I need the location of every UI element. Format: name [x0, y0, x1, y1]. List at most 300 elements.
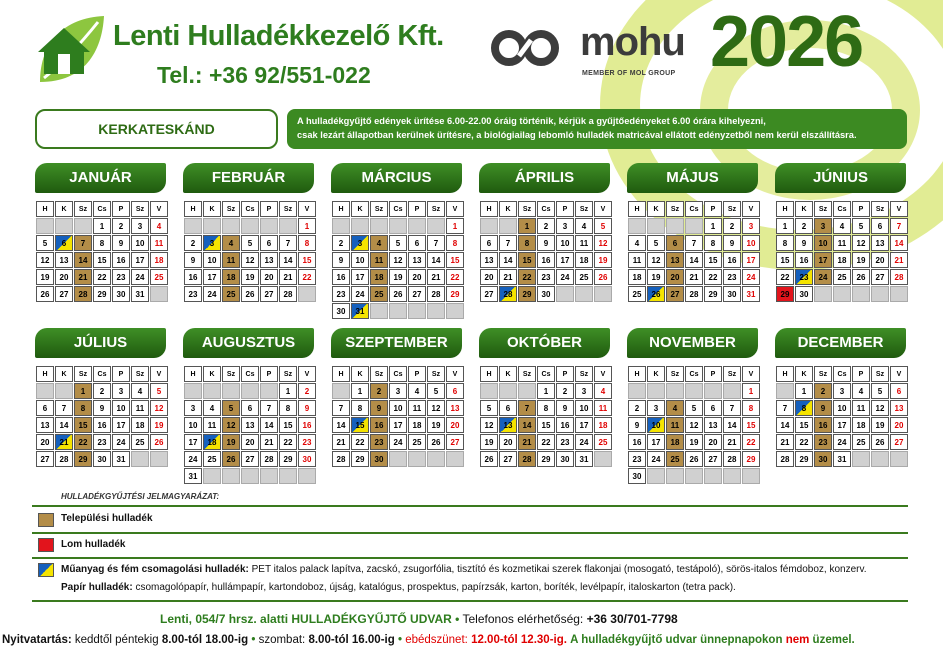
- day-header: Cs: [685, 201, 703, 217]
- day-cell: 16: [814, 417, 832, 433]
- day-cell: 17: [389, 417, 407, 433]
- day-header: K: [351, 201, 369, 217]
- day-cell: 15: [537, 417, 555, 433]
- notice-line-2: csak lezárt állapotban kerülnek ürítésre, a biológiailag lebomló hulladék matricával ellátott edényzetből nem kerül elszállításra.: [297, 130, 857, 140]
- day-cell: 3: [742, 218, 760, 234]
- footer-hours-line: [2, 634, 855, 646]
- day-cell: 18: [852, 417, 870, 433]
- day-cell: 10: [833, 400, 851, 416]
- holiday-text-a: A hulladékgyűjtő udvar ünnepnapokon: [570, 634, 783, 646]
- day-cell: 3: [833, 383, 851, 399]
- day-cell: 4: [222, 235, 240, 251]
- day-cell: 22: [518, 269, 536, 285]
- day-cell: 20: [241, 434, 259, 450]
- day-cell: 7: [332, 400, 350, 416]
- day-empty: [890, 286, 908, 302]
- legend-muanyag-title: Műanyag és fém csomagolási hulladék:: [61, 564, 249, 575]
- day-cell: 23: [332, 286, 350, 302]
- day-cell: 18: [131, 417, 149, 433]
- day-cell: 6: [446, 383, 464, 399]
- day-cell: 15: [351, 417, 369, 433]
- day-cell: 16: [556, 417, 574, 433]
- day-empty: [298, 286, 316, 302]
- footer-bullet: •: [455, 612, 460, 626]
- month-title: MÁRCIUS: [331, 163, 462, 193]
- day-cell: 8: [742, 400, 760, 416]
- day-cell: 21: [332, 434, 350, 450]
- collection-notice: [287, 109, 907, 149]
- day-cell: 18: [833, 252, 851, 268]
- day-header: V: [890, 366, 908, 382]
- day-cell: 12: [389, 252, 407, 268]
- day-cell: 4: [131, 383, 149, 399]
- day-empty: [260, 383, 278, 399]
- day-header: H: [332, 201, 350, 217]
- day-empty: [184, 218, 202, 234]
- day-cell: 27: [408, 286, 426, 302]
- day-cell: 20: [480, 269, 498, 285]
- month-grid: [184, 366, 316, 484]
- day-header: V: [298, 201, 316, 217]
- lunch-time: 12.00-tól 12.30-ig.: [471, 634, 567, 646]
- day-cell: 8: [74, 400, 92, 416]
- day-cell: 4: [666, 400, 684, 416]
- day-cell: 16: [723, 252, 741, 268]
- month-title: AUGUSZTUS: [183, 328, 314, 358]
- month-grid: [36, 366, 168, 467]
- day-cell: 27: [241, 451, 259, 467]
- day-cell: 10: [575, 400, 593, 416]
- day-cell: 4: [852, 383, 870, 399]
- day-cell: 14: [518, 417, 536, 433]
- day-cell: 1: [93, 218, 111, 234]
- day-empty: [389, 451, 407, 467]
- day-cell: 6: [480, 235, 498, 251]
- day-header: Sz: [74, 201, 92, 217]
- day-cell: 25: [203, 451, 221, 467]
- day-header: Sz: [871, 201, 889, 217]
- day-cell: 29: [795, 451, 813, 467]
- day-cell: 22: [74, 434, 92, 450]
- legend-divider: [32, 532, 908, 534]
- day-header: P: [408, 201, 426, 217]
- day-cell: 23: [93, 434, 111, 450]
- hours-weekdays: keddtől péntekig: [74, 634, 159, 646]
- day-cell: 18: [222, 269, 240, 285]
- day-cell: 8: [518, 235, 536, 251]
- legend-swatch-muanyag: [38, 563, 54, 577]
- day-cell: 20: [666, 269, 684, 285]
- day-header: H: [36, 201, 54, 217]
- day-cell: 27: [260, 286, 278, 302]
- day-cell: 2: [370, 383, 388, 399]
- day-cell: 10: [203, 252, 221, 268]
- day-cell: 27: [446, 434, 464, 450]
- day-cell: 5: [647, 235, 665, 251]
- hours-saturday: szombat:: [258, 634, 306, 646]
- day-empty: [890, 451, 908, 467]
- month-12: [775, 328, 906, 464]
- day-cell: 1: [279, 383, 297, 399]
- day-cell: 20: [408, 269, 426, 285]
- day-header: H: [36, 366, 54, 382]
- day-cell: 15: [776, 252, 794, 268]
- day-cell: 26: [241, 286, 259, 302]
- day-cell: 7: [55, 400, 73, 416]
- day-cell: 6: [408, 235, 426, 251]
- legend-papir: [61, 582, 736, 593]
- day-empty: [480, 218, 498, 234]
- day-header: Cs: [537, 201, 555, 217]
- day-header: P: [852, 201, 870, 217]
- day-cell: 28: [279, 286, 297, 302]
- day-cell: 30: [556, 451, 574, 467]
- day-cell: 13: [241, 417, 259, 433]
- day-cell: 21: [776, 434, 794, 450]
- day-cell: 2: [537, 218, 555, 234]
- day-header: H: [184, 366, 202, 382]
- day-cell: 16: [370, 417, 388, 433]
- day-cell: 8: [704, 235, 722, 251]
- day-cell: 6: [241, 400, 259, 416]
- day-empty: [647, 218, 665, 234]
- day-cell: 21: [518, 434, 536, 450]
- day-empty: [871, 286, 889, 302]
- day-header: P: [112, 366, 130, 382]
- day-cell: 20: [871, 252, 889, 268]
- day-header: Sz: [222, 366, 240, 382]
- day-cell: 12: [480, 417, 498, 433]
- day-cell: 19: [685, 434, 703, 450]
- day-cell: 13: [446, 400, 464, 416]
- day-empty: [298, 468, 316, 484]
- day-cell: 28: [685, 286, 703, 302]
- day-cell: 10: [556, 235, 574, 251]
- day-cell: 2: [93, 383, 111, 399]
- day-empty: [184, 383, 202, 399]
- day-cell: 8: [351, 400, 369, 416]
- day-empty: [203, 468, 221, 484]
- day-cell: 22: [351, 434, 369, 450]
- day-cell: 20: [260, 269, 278, 285]
- notice-line-1: A hulladékgyűjtő edények ürítése 6.00-22.00 óráig történik, kérjük a gyűjtőedényeket 6.00 órára kihelyezni,: [297, 116, 766, 126]
- day-empty: [332, 218, 350, 234]
- day-cell: 24: [203, 286, 221, 302]
- day-cell: 23: [537, 269, 555, 285]
- day-cell: 6: [260, 235, 278, 251]
- day-cell: 1: [446, 218, 464, 234]
- day-cell: 2: [723, 218, 741, 234]
- day-cell: 8: [298, 235, 316, 251]
- day-empty: [389, 303, 407, 319]
- day-empty: [446, 451, 464, 467]
- day-cell: 28: [723, 451, 741, 467]
- day-cell: 25: [131, 434, 149, 450]
- month-title: JANUÁR: [35, 163, 166, 193]
- day-header: P: [704, 366, 722, 382]
- day-empty: [408, 218, 426, 234]
- day-cell: 3: [184, 400, 202, 416]
- day-cell: 5: [685, 400, 703, 416]
- day-cell: 5: [241, 235, 259, 251]
- footer-bullet: •: [251, 634, 256, 646]
- day-cell: 5: [389, 235, 407, 251]
- holiday-text-nem: nem: [785, 634, 810, 646]
- month-title: OKTÓBER: [479, 328, 610, 358]
- day-header: Sz: [370, 366, 388, 382]
- month-grid: [628, 366, 760, 484]
- day-cell: 12: [852, 235, 870, 251]
- day-cell: 20: [704, 434, 722, 450]
- month-grid: [628, 201, 760, 302]
- day-cell: 23: [814, 434, 832, 450]
- day-cell: 23: [370, 434, 388, 450]
- day-empty: [704, 468, 722, 484]
- day-cell: 27: [480, 286, 498, 302]
- day-empty: [446, 303, 464, 319]
- day-empty: [594, 451, 612, 467]
- legend-title: HULLADÉKGYŰJTÉSI JELMAGYARÁZAT:: [61, 492, 220, 501]
- day-cell: 26: [150, 434, 168, 450]
- day-cell: 22: [537, 434, 555, 450]
- day-cell: 15: [74, 417, 92, 433]
- day-cell: 24: [833, 434, 851, 450]
- day-cell: 9: [93, 400, 111, 416]
- day-cell: 12: [685, 417, 703, 433]
- day-cell: 7: [890, 218, 908, 234]
- day-cell: 2: [112, 218, 130, 234]
- day-cell: 7: [279, 235, 297, 251]
- day-empty: [518, 383, 536, 399]
- day-header: Sz: [131, 201, 149, 217]
- day-cell: 21: [499, 269, 517, 285]
- day-cell: 22: [279, 434, 297, 450]
- day-header: P: [704, 201, 722, 217]
- month-4: [479, 163, 610, 299]
- day-cell: 6: [55, 235, 73, 251]
- day-cell: 12: [647, 252, 665, 268]
- day-cell: 25: [408, 434, 426, 450]
- day-cell: 9: [298, 400, 316, 416]
- day-header: K: [203, 366, 221, 382]
- day-cell: 9: [184, 252, 202, 268]
- legend-muanyag: [61, 564, 867, 575]
- month-7: [35, 328, 166, 464]
- day-cell: 15: [795, 417, 813, 433]
- day-empty: [685, 383, 703, 399]
- day-empty: [389, 218, 407, 234]
- day-cell: 3: [131, 218, 149, 234]
- day-cell: 16: [628, 434, 646, 450]
- day-cell: 29: [279, 451, 297, 467]
- day-empty: [628, 218, 646, 234]
- day-cell: 11: [408, 400, 426, 416]
- day-cell: 17: [575, 417, 593, 433]
- day-cell: 31: [131, 286, 149, 302]
- day-empty: [222, 383, 240, 399]
- day-header: H: [776, 366, 794, 382]
- day-cell: 4: [594, 383, 612, 399]
- day-cell: 25: [666, 451, 684, 467]
- day-cell: 23: [112, 269, 130, 285]
- day-empty: [427, 218, 445, 234]
- month-grid: [776, 366, 908, 467]
- day-cell: 25: [575, 269, 593, 285]
- day-cell: 24: [814, 269, 832, 285]
- day-cell: 15: [298, 252, 316, 268]
- day-cell: 23: [298, 434, 316, 450]
- day-empty: [594, 286, 612, 302]
- day-cell: 27: [55, 286, 73, 302]
- day-cell: 26: [389, 286, 407, 302]
- year-title: 2026: [710, 2, 863, 82]
- month-grid: [36, 201, 168, 302]
- day-cell: 27: [36, 451, 54, 467]
- day-cell: 3: [814, 218, 832, 234]
- day-cell: 9: [332, 252, 350, 268]
- day-cell: 9: [628, 417, 646, 433]
- day-cell: 11: [370, 252, 388, 268]
- day-header: K: [795, 366, 813, 382]
- day-empty: [814, 286, 832, 302]
- day-cell: 18: [203, 434, 221, 450]
- day-cell: 15: [446, 252, 464, 268]
- day-cell: 23: [795, 269, 813, 285]
- month-1: [35, 163, 166, 299]
- day-header: Sz: [279, 366, 297, 382]
- footer-bullet: •: [397, 634, 402, 646]
- day-cell: 16: [537, 252, 555, 268]
- day-cell: 21: [55, 434, 73, 450]
- month-10: [479, 328, 610, 464]
- day-cell: 10: [814, 235, 832, 251]
- day-header: V: [594, 366, 612, 382]
- day-cell: 17: [351, 269, 369, 285]
- day-empty: [222, 218, 240, 234]
- day-cell: 18: [150, 252, 168, 268]
- legend-divider: [32, 600, 908, 602]
- day-cell: 19: [594, 252, 612, 268]
- day-cell: 8: [776, 235, 794, 251]
- day-cell: 20: [890, 417, 908, 433]
- day-cell: 26: [427, 434, 445, 450]
- day-cell: 30: [112, 286, 130, 302]
- day-cell: 10: [742, 235, 760, 251]
- day-header: Sz: [814, 201, 832, 217]
- day-cell: 7: [518, 400, 536, 416]
- day-cell: 20: [55, 269, 73, 285]
- day-cell: 28: [427, 286, 445, 302]
- day-cell: 16: [298, 417, 316, 433]
- day-cell: 22: [742, 434, 760, 450]
- legend-divider: [32, 557, 908, 559]
- day-cell: 25: [833, 269, 851, 285]
- day-empty: [260, 218, 278, 234]
- day-cell: 5: [427, 383, 445, 399]
- day-empty: [647, 468, 665, 484]
- day-cell: 2: [184, 235, 202, 251]
- day-header: Sz: [666, 201, 684, 217]
- day-cell: 7: [685, 235, 703, 251]
- day-cell: 24: [389, 434, 407, 450]
- hours-label: Nyitvatartás:: [2, 634, 72, 646]
- month-grid: [480, 201, 612, 302]
- day-cell: 6: [871, 218, 889, 234]
- day-cell: 13: [890, 400, 908, 416]
- footer-phone-label: Telefonos elérhetőség:: [462, 612, 584, 626]
- day-cell: 11: [852, 400, 870, 416]
- day-empty: [203, 383, 221, 399]
- day-cell: 3: [575, 383, 593, 399]
- day-cell: 28: [260, 451, 278, 467]
- month-6: [775, 163, 906, 299]
- month-title: NOVEMBER: [627, 328, 758, 358]
- day-cell: 4: [150, 218, 168, 234]
- day-cell: 17: [814, 252, 832, 268]
- day-cell: 19: [480, 434, 498, 450]
- month-title: FEBRUÁR: [183, 163, 314, 193]
- day-cell: 1: [704, 218, 722, 234]
- day-cell: 28: [776, 451, 794, 467]
- day-cell: 17: [647, 434, 665, 450]
- day-cell: 15: [704, 252, 722, 268]
- day-cell: 26: [222, 451, 240, 467]
- day-empty: [776, 383, 794, 399]
- day-header: K: [499, 201, 517, 217]
- day-empty: [408, 451, 426, 467]
- day-cell: 21: [279, 269, 297, 285]
- day-header: Sz: [427, 201, 445, 217]
- day-cell: 11: [628, 252, 646, 268]
- day-cell: 26: [594, 269, 612, 285]
- day-cell: 7: [427, 235, 445, 251]
- day-empty: [499, 383, 517, 399]
- day-empty: [241, 218, 259, 234]
- day-cell: 6: [36, 400, 54, 416]
- day-cell: 8: [537, 400, 555, 416]
- day-cell: 14: [776, 417, 794, 433]
- day-cell: 13: [871, 235, 889, 251]
- day-cell: 31: [184, 468, 202, 484]
- day-cell: 25: [628, 286, 646, 302]
- legend-muanyag-text: PET italos palack lapítva, zacskó, zsugorfólia, tisztító és kozmetikai szerek flakonjai (mosogató, testápoló), sörös-italos fémdoboz, konzerv.: [251, 564, 867, 575]
- day-empty: [666, 383, 684, 399]
- day-cell: 15: [742, 417, 760, 433]
- day-cell: 27: [704, 451, 722, 467]
- day-cell: 1: [298, 218, 316, 234]
- day-cell: 15: [279, 417, 297, 433]
- day-cell: 4: [575, 218, 593, 234]
- day-empty: [575, 286, 593, 302]
- day-cell: 1: [518, 218, 536, 234]
- day-empty: [351, 218, 369, 234]
- day-cell: 1: [351, 383, 369, 399]
- day-header: Sz: [723, 201, 741, 217]
- month-grid: [480, 366, 612, 467]
- day-cell: 21: [74, 269, 92, 285]
- day-cell: 13: [260, 252, 278, 268]
- month-title: MÁJUS: [627, 163, 758, 193]
- legend-papir-title: Papír hulladék:: [61, 582, 133, 593]
- day-cell: 11: [575, 235, 593, 251]
- day-cell: 7: [74, 235, 92, 251]
- day-header: Cs: [833, 366, 851, 382]
- day-header: K: [55, 201, 73, 217]
- month-grid: [776, 201, 908, 302]
- day-empty: [852, 451, 870, 467]
- mohu-member-text: MEMBER OF MOL GROUP: [582, 70, 676, 77]
- day-cell: 24: [742, 269, 760, 285]
